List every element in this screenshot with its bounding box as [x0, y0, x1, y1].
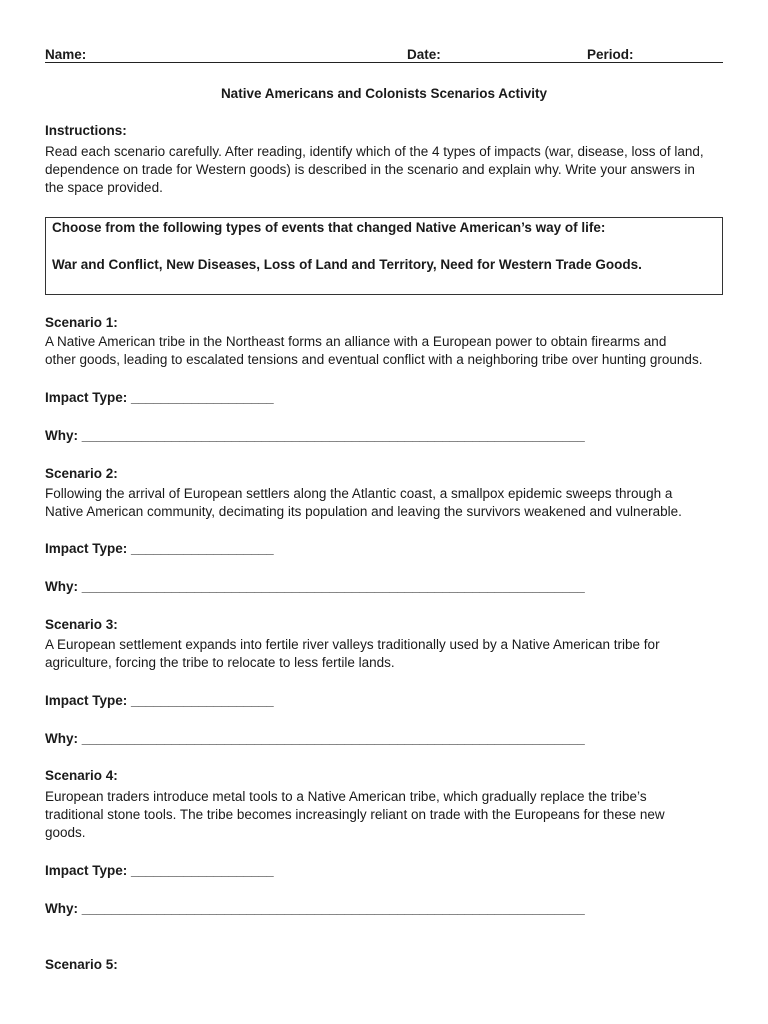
- name-label: Name:: [45, 47, 87, 62]
- scenario-1-impact-field[interactable]: Impact Type: ___________________: [45, 390, 274, 405]
- instructions-line-1: Read each scenario carefully. After reading, identify which of the 4 types of impacts (war, disease, loss of land,: [45, 144, 704, 159]
- scenario-4-impact-field[interactable]: Impact Type: ___________________: [45, 863, 274, 878]
- scenario-2-why-field[interactable]: Why: ___________________________________________________________________: [45, 579, 585, 594]
- date-label: Date:: [407, 47, 441, 62]
- choices-options: War and Conflict, New Diseases, Loss of Land and Territory, Need for Western Trade Goods.: [52, 257, 642, 272]
- scenario-4-line-2: traditional stone tools. The tribe becomes increasingly reliant on trade with the Europeans for these new: [45, 807, 665, 822]
- page-title: Native Americans and Colonists Scenarios Activity: [220, 86, 548, 101]
- period-label: Period:: [587, 47, 634, 62]
- scenario-4-line-1: European traders introduce metal tools to a Native American tribe, which gradually replace the tribe’s: [45, 789, 647, 804]
- instructions-line-3: the space provided.: [45, 180, 163, 195]
- scenario-1-line-1: A Native American tribe in the Northeast forms an alliance with a European power to obtain firearms and: [45, 334, 667, 349]
- scenario-3-line-1: A European settlement expands into fertile river valleys traditionally used by a Native American tribe for: [45, 637, 660, 652]
- scenario-1-line-2: other goods, leading to escalated tensions and eventual conflict with a neighboring tribe over hunting grounds.: [45, 352, 703, 367]
- scenario-3-title: Scenario 3:: [45, 617, 118, 632]
- scenario-3-why-field[interactable]: Why: ___________________________________________________________________: [45, 731, 585, 746]
- scenario-5-title: Scenario 5:: [45, 957, 118, 972]
- scenario-1-why-field[interactable]: Why: ___________________________________________________________________: [45, 428, 585, 443]
- choices-heading: Choose from the following types of events that changed Native American’s way of life:: [52, 220, 606, 235]
- scenario-2-impact-field[interactable]: Impact Type: ___________________: [45, 541, 274, 556]
- instructions-line-2: dependence on trade for Western goods) is described in the scenario and explain why. Write your answers in: [45, 162, 695, 177]
- scenario-2-title: Scenario 2:: [45, 466, 118, 481]
- scenario-2-line-2: Native American community, decimating its population and leaving the survivors weakened and vulnerable.: [45, 504, 682, 519]
- scenario-2-line-1: Following the arrival of European settlers along the Atlantic coast, a smallpox epidemic sweeps through a: [45, 486, 673, 501]
- header-underline: [45, 62, 723, 63]
- scenario-4-why-field[interactable]: Why: ___________________________________________________________________: [45, 901, 585, 916]
- scenario-3-impact-field[interactable]: Impact Type: ___________________: [45, 693, 274, 708]
- scenario-4-line-3: goods.: [45, 825, 86, 840]
- scenario-3-line-2: agriculture, forcing the tribe to relocate to less fertile lands.: [45, 655, 395, 670]
- scenario-4-title: Scenario 4:: [45, 768, 118, 783]
- instructions-label: Instructions:: [45, 123, 127, 138]
- scenario-1-title: Scenario 1:: [45, 315, 118, 330]
